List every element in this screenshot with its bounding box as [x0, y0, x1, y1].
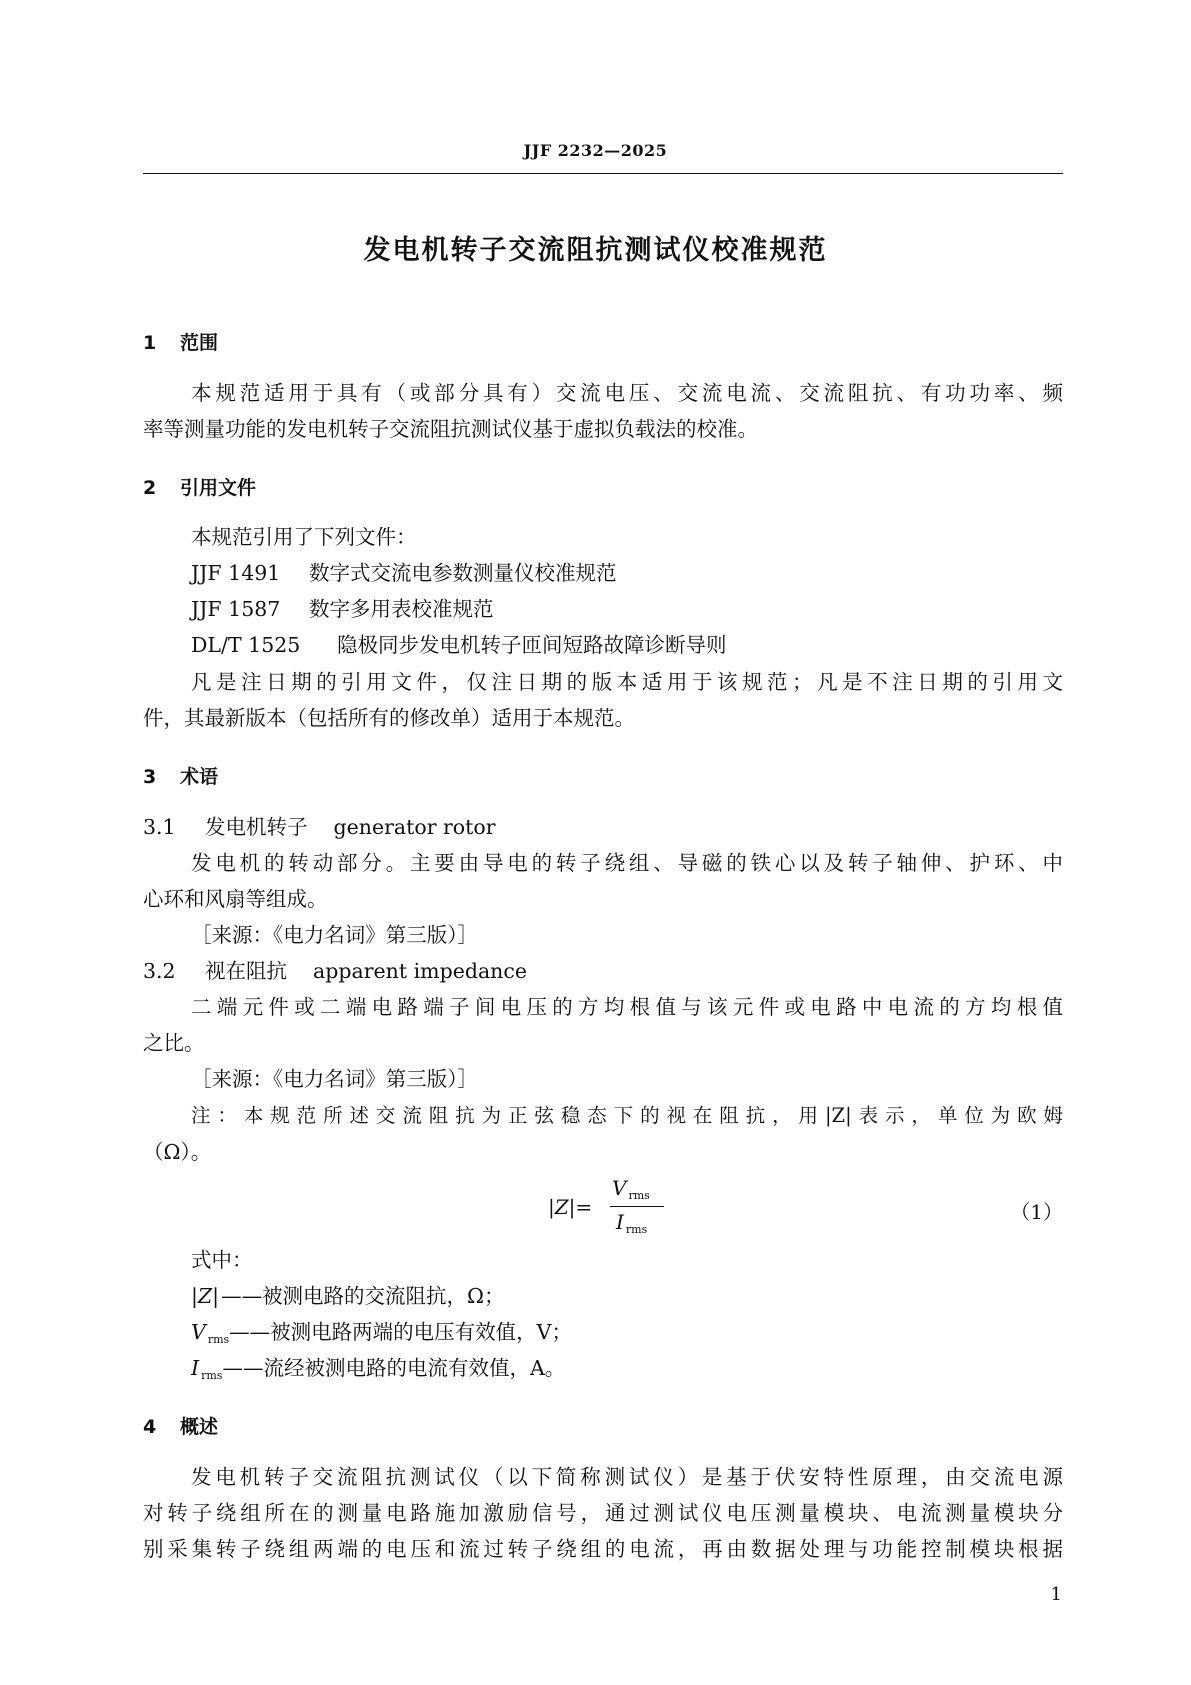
section-3-title: 术语 [180, 766, 219, 788]
variable-symbol: I [191, 1356, 200, 1380]
term-english: apparent impedance [313, 959, 527, 983]
numerator-symbol: V [612, 1176, 627, 1200]
denominator-symbol: I [616, 1210, 624, 1234]
variable-description: ——流经被测电路的电流有效值，A。 [222, 1356, 566, 1380]
term-english: generator rotor [333, 815, 496, 839]
reference-code: DL/T 1525 [191, 633, 301, 657]
document-code-header: JJF 2232—2025 [523, 141, 668, 160]
overview-line-1: 发电机转子交流阻抗测试仪（以下简称测试仪）是基于伏安特性原理，由交流电源 [191, 1465, 1063, 1489]
numerator-subscript: rms [628, 1189, 650, 1202]
page-title: 发电机转子交流阻抗测试仪校准规范 [363, 235, 828, 266]
section-1-number: 1 [143, 332, 157, 354]
term-3-2-note-line-2: （Ω）。 [143, 1140, 212, 1164]
denominator-subscript: rms [625, 1223, 648, 1236]
section-1-heading [143, 328, 218, 355]
section-1-title: 范围 [180, 332, 219, 354]
formula-variable [191, 1353, 565, 1391]
term-3-1-definition-line-2: 心环和风扇等组成。 [143, 887, 328, 911]
references-intro: 本规范引用了下列文件： [191, 525, 417, 549]
reference-code: JJF 1491 [191, 561, 281, 585]
overview-line-3: 别采集转子绕组两端的电压和流过转子绕组的电流，再由数据处理与功能控制模块根据 [143, 1537, 1063, 1561]
formula-variable [191, 1281, 505, 1319]
scope-paragraph-line-1: 本规范适用于具有（或部分具有）交流电压、交流电流、交流阻抗、有功功率、频 [191, 381, 1063, 405]
formula-variable [191, 1317, 572, 1355]
term-number: 3.2 [143, 959, 176, 983]
section-3-heading [143, 762, 218, 789]
reference-item [191, 558, 617, 588]
section-4-heading [143, 1412, 218, 1439]
term-3-2-definition-line-1: 二端元件或二端电路端子间电压的方均根值与该元件或电路中电流的方均根值 [191, 995, 1063, 1019]
header-rule [143, 173, 1063, 174]
equation-number: （1） [1010, 1200, 1063, 1224]
term-3-2-heading [143, 956, 527, 986]
overview-line-2: 对转子绕组所在的测量电路施加激励信号，通过测试仪电压测量模块、电流测量模块分 [143, 1501, 1063, 1525]
references-note-line-1: 凡是注日期的引用文件，仅注日期的版本适用于该规范；凡是不注日期的引用文 [191, 670, 1063, 694]
formula-where-label: 式中： [191, 1248, 253, 1272]
section-2-number: 2 [143, 477, 157, 499]
scope-paragraph-line-2: 率等测量功能的发电机转子交流阻抗测试仪基于虚拟负载法的校准。 [143, 417, 758, 441]
reference-name: 数字多用表校准规范 [309, 597, 494, 621]
page-number: 1 [1050, 1584, 1062, 1605]
term-name: 视在阻抗 [205, 959, 287, 983]
variable-description: ——被测电路两端的电压有效值，V； [229, 1320, 572, 1344]
references-note-line-2: 件，其最新版本（包括所有的修改单）适用于本规范。 [143, 706, 635, 730]
variable-subscript: rms [201, 1369, 223, 1382]
section-2-title: 引用文件 [180, 477, 257, 499]
term-3-2-source: ［来源：《电力名词》第三版）］ [191, 1067, 478, 1091]
section-2-heading [143, 473, 256, 500]
term-3-1-heading [143, 812, 496, 842]
reference-code: JJF 1587 [191, 597, 281, 621]
section-3-number: 3 [143, 766, 157, 788]
term-name: 发电机转子 [205, 815, 308, 839]
term-number: 3.1 [143, 815, 176, 839]
variable-symbol: V [191, 1320, 206, 1344]
reference-item [191, 594, 494, 624]
reference-item [191, 630, 727, 660]
formula-lhs: |Z|= [548, 1195, 593, 1219]
term-3-2-definition-line-2: 之比。 [143, 1031, 205, 1055]
fraction-bar [610, 1206, 664, 1207]
term-3-1-definition-line-1: 发电机的转动部分。主要由导电的转子绕组、导磁的铁心以及转子轴伸、护环、中 [191, 851, 1063, 875]
section-4-title: 概述 [180, 1416, 219, 1438]
term-3-1-source: ［来源：《电力名词》第三版）］ [191, 923, 478, 947]
term-3-2-note-line-1: 注：本规范所述交流阻抗为正弦稳态下的视在阻抗，用|Z|表示，单位为欧姆 [191, 1104, 1063, 1127]
formula-denominator [616, 1210, 647, 1236]
section-4-number: 4 [143, 1416, 157, 1438]
variable-symbol: |Z| [191, 1284, 220, 1308]
reference-name: 数字式交流电参数测量仪校准规范 [309, 561, 617, 585]
variable-subscript: rms [207, 1333, 230, 1346]
variable-description: ——被测电路的交流阻抗，Ω； [221, 1284, 505, 1308]
formula-numerator [612, 1176, 650, 1202]
reference-name: 隐极同步发电机转子匝间短路故障诊断导则 [337, 633, 727, 657]
